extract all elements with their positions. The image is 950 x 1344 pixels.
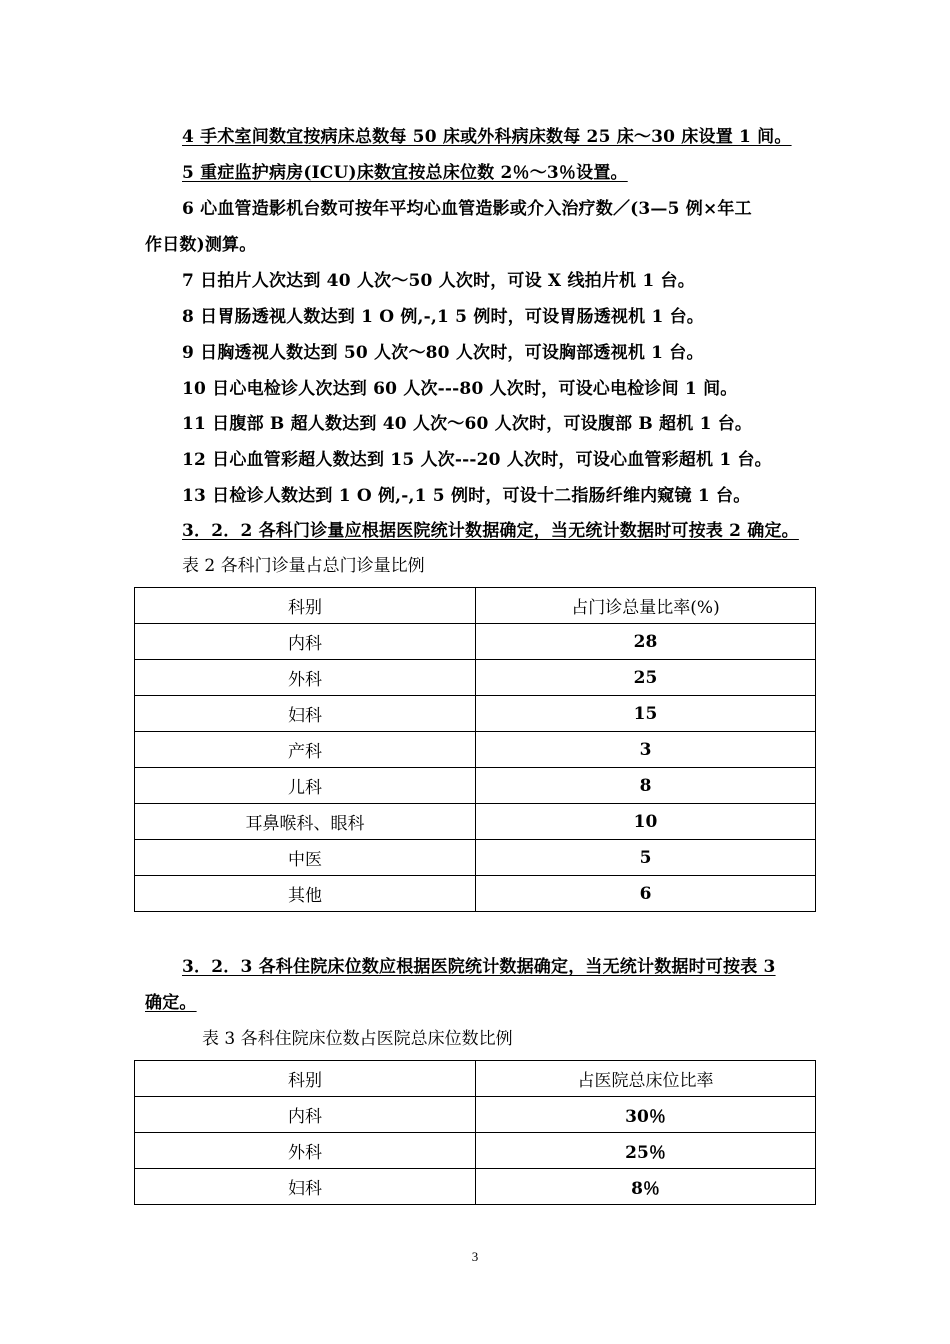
table-header-cell: 占医院总床位比率 [476,1061,816,1097]
table-cell: 6 [476,876,816,912]
item-12: 12 日心血管彩超人数达到 15 人次---20 人次时，可设心血管彩超机 1 台。 [182,450,772,470]
table-cell: 15 [476,696,816,732]
table-row [135,696,816,732]
table-cell: 儿科 [135,768,476,804]
table2-caption: 表 2 各科门诊量占总门诊量比例 [182,556,425,576]
item-11: 11 日腹部 B 超人数达到 40 人次～60 人次时，可设腹部 B 超机 1 台。 [182,414,753,434]
item-4: 4 手术室间数宜按病床总数每 50 床或外科病床数每 25 床～30 床设置 1 间。 [182,127,792,147]
table-cell: 外科 [135,660,476,696]
table-row [135,840,816,876]
table-cell: 3 [476,732,816,768]
table-cell: 28 [476,624,816,660]
section-323-heading: 3．2．3 各科住院床位数应根据医院统计数据确定，当无统计数据时可按表 3 [182,957,776,977]
item-13: 13 日检诊人数达到 1 O 例,-,1 5 例时，可设十二指肠纤维内窥镜 1 台。 [182,486,751,506]
page-number: 3 [471,1249,479,1264]
table-header-cell: 科别 [135,588,476,624]
table-row [135,1169,816,1205]
table-row [135,1133,816,1169]
table-cell: 耳鼻喉科、眼科 [135,804,476,840]
table3-caption: 表 3 各科住院床位数占医院总床位数比例 [202,1029,513,1049]
section-322-heading: 3．2．2 各科门诊量应根据医院统计数据确定，当无统计数据时可按表 2 确定。 [182,521,799,541]
table-header-row [135,1061,816,1097]
table-row [135,804,816,840]
table-row [135,660,816,696]
table-cell: 外科 [135,1133,476,1169]
table-row [135,624,816,660]
section-323-heading-continued: 确定。 [145,993,197,1013]
table-cell: 中医 [135,840,476,876]
table-cell: 30％ [476,1097,816,1133]
item-8: 8 日胃肠透视人数达到 1 O 例,-,1 5 例时，可设胃肠透视机 1 台。 [182,307,704,327]
table-row [135,768,816,804]
table-header-cell: 占门诊总量比率(%) [476,588,816,624]
table-header-cell: 科别 [135,1061,476,1097]
table3 [134,1060,816,1205]
item-9: 9 日胸透视人数达到 50 人次～80 人次时，可设胸部透视机 1 台。 [182,343,704,363]
table-cell: 内科 [135,624,476,660]
table-cell: 8 [476,768,816,804]
table2 [134,587,816,912]
table-cell: 25 [476,660,816,696]
table-cell: 妇科 [135,696,476,732]
item-10: 10 日心电检诊人次达到 60 人次---80 人次时，可设心电检诊间 1 间。 [182,379,738,399]
table-cell: 妇科 [135,1169,476,1205]
table-row [135,732,816,768]
item-5: 5 重症监护病房(ICU)床数宜按总床位数 2％～3％设置。 [182,163,628,183]
table-row [135,876,816,912]
item-6: 6 心血管造影机台数可按年平均心血管造影或介入治疗数／(3—5 例×年工 [182,199,752,219]
table-cell: 其他 [135,876,476,912]
table-cell: 产科 [135,732,476,768]
table-cell: 5 [476,840,816,876]
table-cell: 10 [476,804,816,840]
table-cell: 内科 [135,1097,476,1133]
item-6-continued: 作日数)测算。 [145,235,257,255]
table-cell: 25％ [476,1133,816,1169]
table-header-row [135,588,816,624]
table-row [135,1097,816,1133]
item-7: 7 日拍片人次达到 40 人次～50 人次时，可设 X 线拍片机 1 台。 [182,271,695,291]
table-cell: 8％ [476,1169,816,1205]
